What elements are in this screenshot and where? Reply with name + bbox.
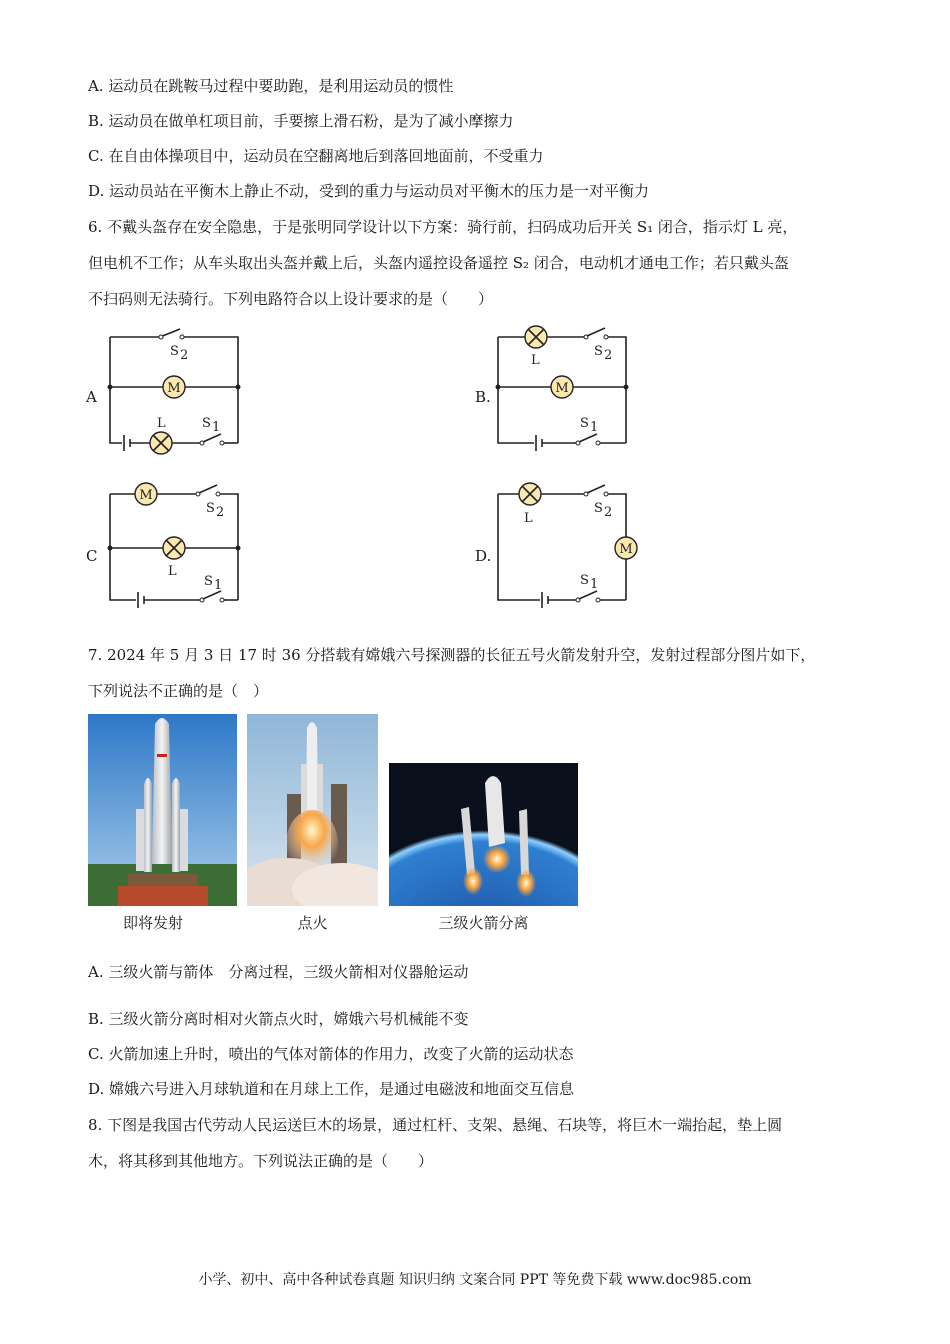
stage-separation-image [389, 763, 578, 906]
svg-text:L: L [157, 416, 166, 431]
svg-text:1: 1 [214, 578, 223, 593]
svg-text:2: 2 [604, 505, 613, 520]
q7-text-line-1: 7. 2024 年 5 月 3 日 17 时 36 分搭载有嫦娥六号探测器的长征五号火箭发射升空，发射过程部分图片如下， [88, 646, 816, 664]
q7-option-a: A. 三级火箭与箭体 分离过程，三级火箭相对仪器舱运动 [88, 963, 469, 981]
q6-text-line-3: 不扫码则无法骑行。下列电路符合以上设计要求的是（ ） [88, 290, 494, 308]
q6-option-d-letter: D. [475, 547, 492, 565]
q5-option-a: A. 运动员在跳鞍马过程中要助跑，是利用运动员的惯性 [88, 77, 454, 95]
svg-text:M: M [167, 381, 181, 396]
q6-text-line-2: 但电机不工作；从车头取出头盔并戴上后，头盔内遥控设备遥控 S₂ 闭合，电动机才通电工作；若只戴头盔 [88, 254, 789, 272]
svg-text:S: S [580, 416, 589, 431]
q8-text-line-2: 木，将其移到其他地方。下列说法正确的是（ ） [88, 1152, 434, 1170]
svg-text:S: S [594, 344, 603, 359]
svg-text:S: S [202, 416, 211, 431]
svg-text:2: 2 [180, 348, 189, 363]
svg-text:1: 1 [590, 420, 599, 435]
svg-text:S: S [204, 574, 213, 589]
svg-text:S: S [594, 501, 603, 516]
svg-text:M: M [555, 381, 569, 396]
q7-text-line-2: 下列说法不正确的是（ ） [88, 682, 269, 700]
q7-option-d: D. 嫦娥六号进入月球轨道和在月球上工作，是通过电磁波和地面交互信息 [88, 1080, 575, 1098]
circuit-c [100, 482, 250, 612]
svg-text:2: 2 [604, 348, 613, 363]
caption-ignition: 点火 [297, 914, 328, 932]
circuit-a [100, 325, 250, 455]
svg-text:M: M [139, 488, 153, 503]
page-footer: 小学、初中、高中各种试卷真题 知识归纳 文案合同 PPT 等免费下载 www.doc985.com [198, 1272, 752, 1288]
caption-about-to-launch: 即将发射 [122, 914, 183, 932]
q6-text-line-1: 6. 不戴头盔存在安全隐患，于是张明同学设计以下方案：骑行前，扫码成功后开关 S₁ 闭合，指示灯 L 亮， [88, 218, 798, 236]
caption-stage-separation: 三级火箭分离 [438, 914, 529, 932]
q5-option-c: C. 在自由体操项目中，运动员在空翻离地后到落回地面前，不受重力 [88, 147, 544, 165]
q7-option-b: B. 三级火箭分离时相对火箭点火时，嫦娥六号机械能不变 [88, 1010, 469, 1028]
rocket-on-pad-image [88, 714, 237, 906]
svg-text:L: L [168, 564, 177, 579]
q6-option-b-letter: B. [475, 388, 491, 406]
svg-text:S: S [580, 573, 589, 588]
svg-text:1: 1 [590, 577, 599, 592]
circuit-d [488, 482, 638, 612]
rocket-ignition-image [247, 714, 378, 906]
svg-text:1: 1 [212, 420, 221, 435]
q8-text-line-1: 8. 下图是我国古代劳动人民运送巨木的场景，通过杠杆、支架、悬绳、石块等，将巨木一端抬起，垫上圆 [88, 1116, 783, 1134]
svg-text:S: S [170, 344, 179, 359]
svg-text:M: M [619, 542, 633, 557]
svg-text:S: S [206, 501, 215, 516]
q7-option-c: C. 火箭加速上升时，喷出的气体对箭体的作用力，改变了火箭的运动状态 [88, 1045, 574, 1063]
circuit-b [488, 325, 638, 455]
q5-option-d: D. 运动员站在平衡木上静止不动，受到的重力与运动员对平衡木的压力是一对平衡力 [88, 182, 650, 200]
q5-option-b: B. 运动员在做单杠项目前，手要擦上滑石粉，是为了减小摩擦力 [88, 112, 514, 130]
svg-text:L: L [524, 511, 533, 526]
q6-option-a-letter: A [86, 388, 97, 406]
svg-text:2: 2 [216, 505, 225, 520]
svg-text:L: L [531, 353, 540, 368]
q6-option-c-letter: C [86, 547, 98, 565]
